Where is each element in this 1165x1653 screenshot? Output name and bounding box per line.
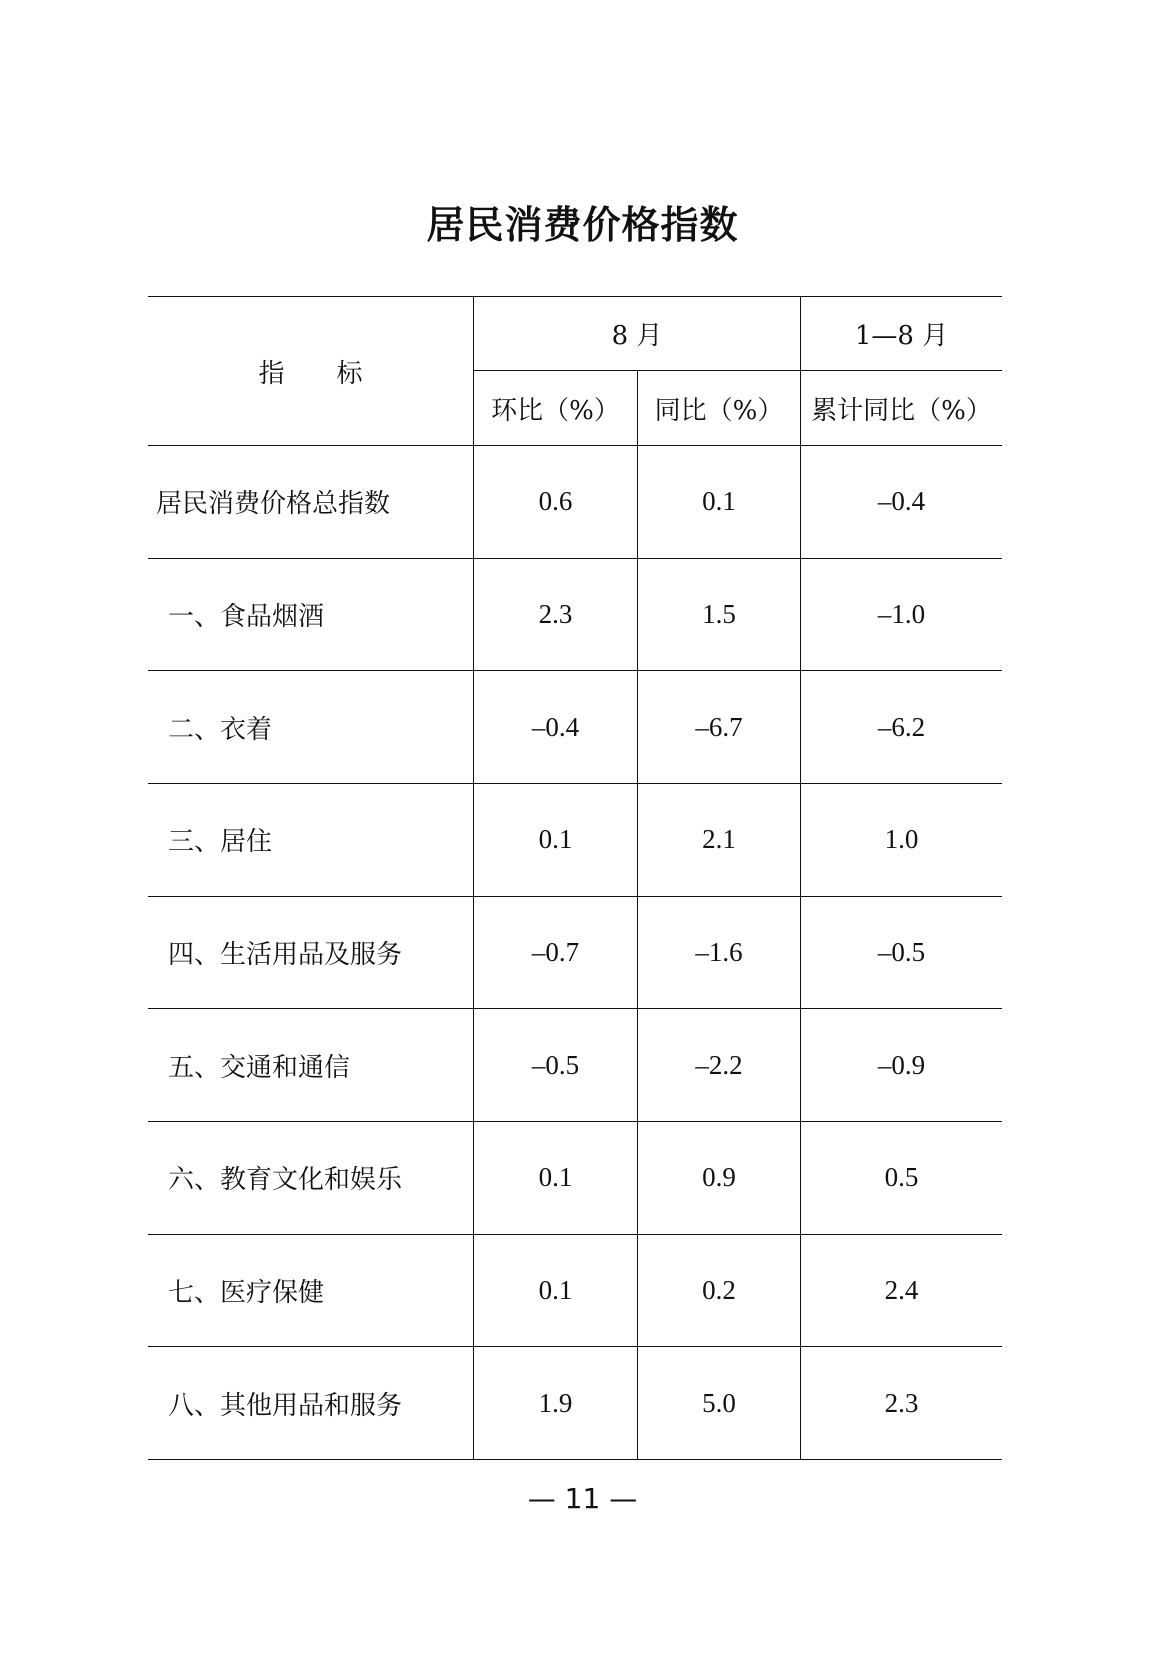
mom-value: –0.5 bbox=[473, 1009, 637, 1121]
row-label: 二、衣着 bbox=[168, 714, 273, 745]
mom-value: –0.7 bbox=[473, 897, 637, 1009]
yoy-value: 2.1 bbox=[637, 784, 800, 896]
row-label: 八、其他用品和服务 bbox=[168, 1390, 403, 1421]
mom-value: 0.1 bbox=[473, 784, 637, 896]
header-indicator: 指标 bbox=[258, 358, 415, 389]
yoy-value: –6.7 bbox=[637, 671, 800, 783]
mom-value: –0.4 bbox=[473, 671, 637, 783]
ytd-yoy-value: 2.4 bbox=[800, 1235, 1002, 1347]
row-label: 五、交通和通信 bbox=[168, 1052, 351, 1083]
mom-value: 0.6 bbox=[473, 446, 637, 558]
ytd-yoy-value: –0.5 bbox=[800, 897, 1002, 1009]
ytd-yoy-value: –1.0 bbox=[800, 559, 1002, 671]
table-row bbox=[148, 784, 1002, 897]
header-mom: 环比（%） bbox=[473, 371, 637, 445]
header-ytd-yoy: 累计同比（%） bbox=[800, 371, 1002, 445]
table-row bbox=[148, 1347, 1002, 1460]
header-month-group: 8 月 bbox=[473, 297, 800, 371]
yoy-value: 1.5 bbox=[637, 559, 800, 671]
yoy-value: 0.1 bbox=[637, 446, 800, 558]
mom-value: 1.9 bbox=[473, 1347, 637, 1459]
mom-value: 2.3 bbox=[473, 559, 637, 671]
ytd-yoy-value: –6.2 bbox=[800, 671, 1002, 783]
header-ytd-group: 1—8 月 bbox=[800, 297, 1002, 371]
ytd-yoy-value: 2.3 bbox=[800, 1347, 1002, 1459]
yoy-value: 0.9 bbox=[637, 1122, 800, 1234]
table-row bbox=[148, 897, 1002, 1010]
table-row bbox=[148, 1235, 1002, 1348]
row-label: 四、生活用品及服务 bbox=[168, 939, 403, 970]
yoy-value: 5.0 bbox=[637, 1347, 800, 1459]
page-title: 居民消费价格指数 bbox=[426, 203, 739, 247]
yoy-value: –2.2 bbox=[637, 1009, 800, 1121]
table-row bbox=[148, 1009, 1002, 1122]
ytd-yoy-value: 1.0 bbox=[800, 784, 1002, 896]
table-header bbox=[148, 297, 1002, 446]
row-label: 三、居住 bbox=[168, 827, 273, 858]
yoy-value: 0.2 bbox=[637, 1235, 800, 1347]
cpi-table bbox=[148, 296, 1002, 1460]
ytd-yoy-value: 0.5 bbox=[800, 1122, 1002, 1234]
header-yoy: 同比（%） bbox=[637, 371, 800, 445]
table-row bbox=[148, 1122, 1002, 1235]
row-label: 七、医疗保健 bbox=[168, 1277, 325, 1308]
row-label: 一、食品烟酒 bbox=[168, 601, 325, 632]
page-number: — 11 — bbox=[527, 1482, 638, 1515]
table-row bbox=[148, 446, 1002, 559]
yoy-value: –1.6 bbox=[637, 897, 800, 1009]
table-row bbox=[148, 671, 1002, 784]
row-label: 六、教育文化和娱乐 bbox=[168, 1165, 403, 1196]
ytd-yoy-value: –0.4 bbox=[800, 446, 1002, 558]
table-row bbox=[148, 559, 1002, 672]
row-label: 居民消费价格总指数 bbox=[156, 489, 391, 520]
ytd-yoy-value: –0.9 bbox=[800, 1009, 1002, 1121]
mom-value: 0.1 bbox=[473, 1122, 637, 1234]
mom-value: 0.1 bbox=[473, 1235, 637, 1347]
